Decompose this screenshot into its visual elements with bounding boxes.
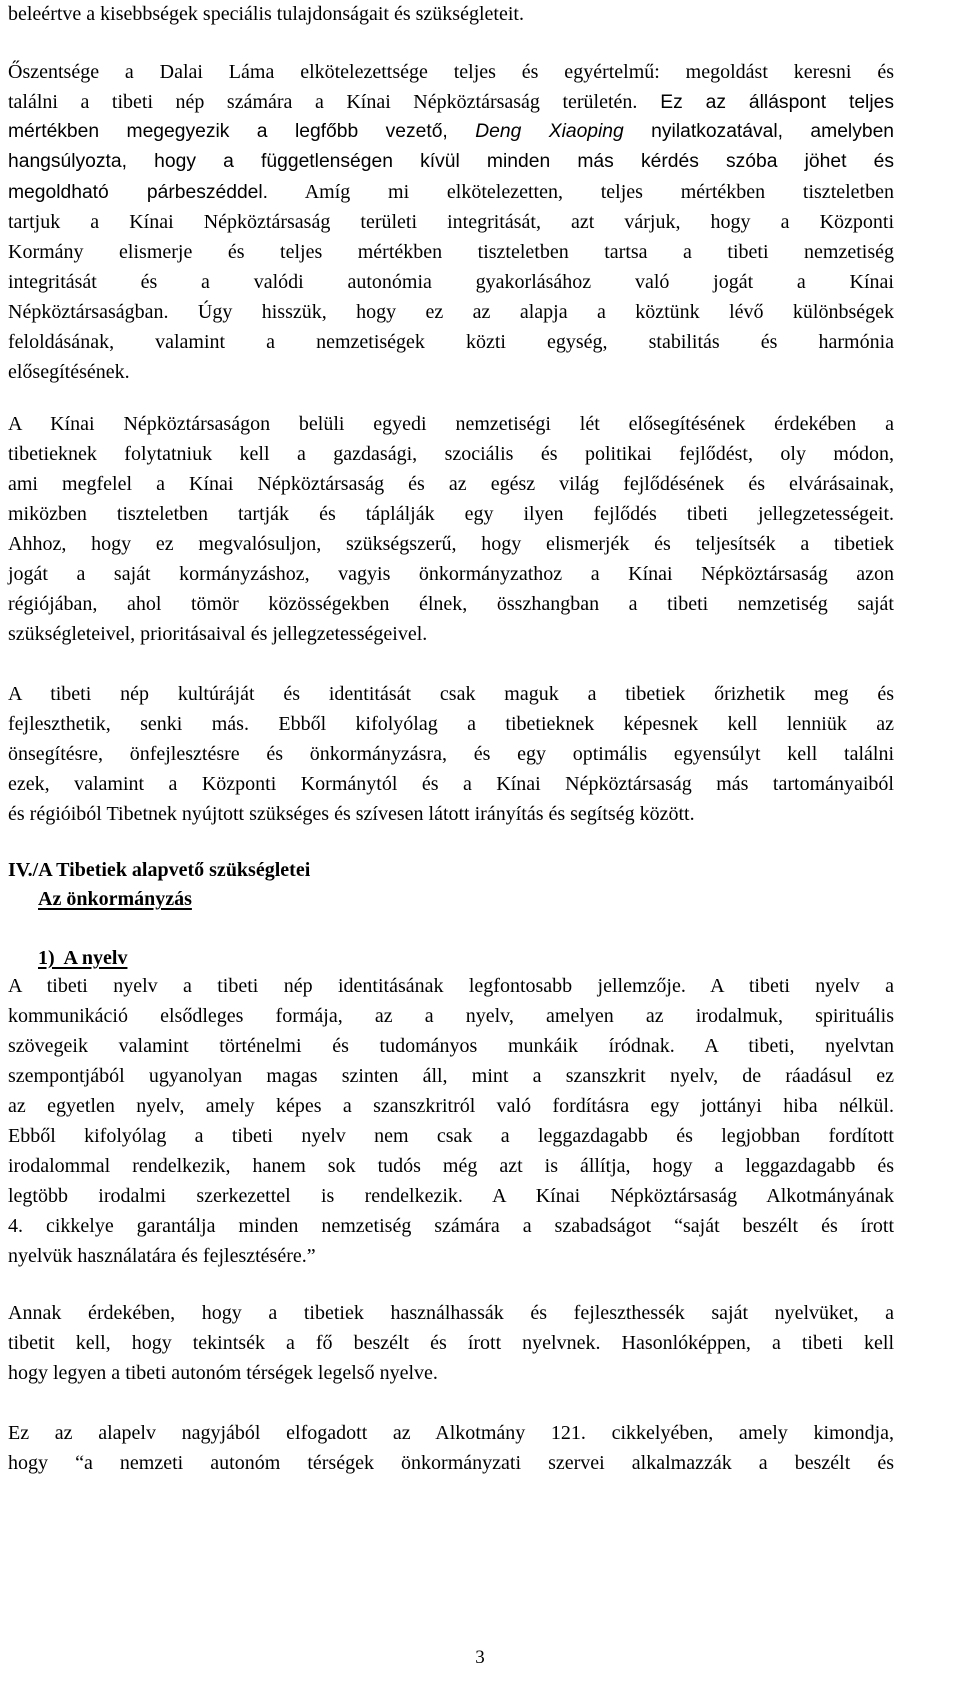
text-line: szükségleteivel, prioritásaival és jellegzetességeivel. (8, 623, 428, 645)
text-line: beleértve a kisebbségek speciális tulajdonságait és szükségleteit. (8, 3, 524, 25)
text-run: találni a tibeti nép számára a Kínai Népköztársaság területén. (8, 91, 638, 113)
text-line: szövegeik valamint történelmi és tudományos munkáik íródnak. A tibeti, nyelvtan (8, 1035, 894, 1057)
text-line: kommunikáció elsődleges formája, az a nyelv, amelyen az irodalmuk, spirituális (8, 1005, 894, 1027)
text-line: 4. cikkelye garantálja minden nemzetiség számára a szabadságot “saját beszélt és írott (8, 1215, 894, 1237)
item-heading: 1) A nyelv (38, 947, 128, 969)
text-run: mértékben megegyezik a legfőbb vezető, (8, 121, 448, 142)
text-line: Őszentsége a Dalai Láma elkötelezettsége teljes és egyértelmű: megoldást keresni és (8, 61, 894, 83)
text-line: tibetieknek folytatniuk kell a gazdasági, szociális és politikai fejlődést, oly módon, (8, 443, 894, 465)
section-heading: IV./A Tibetiek alapvető szükségletei (8, 859, 311, 881)
text-line: nyelvük használatára és fejlesztésére.” (8, 1245, 316, 1267)
text-line: elősegítésének. (8, 361, 130, 383)
text-line: Ez az alapelv nagyjából elfogadott az Alkotmány 121. cikkelyében, amely kimondja, (8, 1422, 894, 1444)
text-line: hogy legyen a tibeti autonóm térségek legelső nyelve. (8, 1362, 438, 1384)
text-line: Ebből kifolyólag a tibeti nyelv nem csak a leggazdagabb és legjobban fordított (8, 1125, 894, 1147)
text-line: fejleszthetik, senki más. Ebből kifolyólag a tibetieknek képesnek kell lenniük az (8, 713, 894, 735)
text-run: Ez az álláspont teljes (637, 92, 894, 113)
text-line: irodalommal rendelkezik, hanem sok tudós még azt is állítja, hogy a leggazdagabb és (8, 1155, 894, 1177)
text-line: jogát a saját kormányzáshoz, vagyis önkormányzathoz a Kínai Népköztársaság azon (8, 563, 894, 585)
paragraph-constitution-article (8, 1418, 894, 1478)
text-line: A tibeti nép kultúráját és identitását csak maguk a tibetiek őrizhetik meg és (8, 683, 894, 705)
text-line: ezek, valamint a Központi Kormánytól és a Kínai Népköztársaság más tartományaiból (8, 773, 894, 795)
text-line: A tibeti nyelv a tibeti nép identitásának legfontosabb jellemzője. A tibeti nyelv a (8, 975, 894, 997)
text-line: Ahhoz, hogy ez megvalósuljon, szükségszerű, hogy elismerjék és teljesítsék a tibetiek (8, 533, 894, 555)
text-line: az egyetlen nyelv, amely képes a szanszkritról való fordításra egy jottányi hiba nélkül. (8, 1095, 894, 1117)
text-line: szempontjából ugyanolyan magas szinten áll, mint a szanszkrit nyelv, de ráadásul ez (8, 1065, 894, 1087)
page-number: 3 (475, 1647, 485, 1668)
paragraph-language-use (8, 1298, 894, 1388)
text-line: önsegítésre, önfejlesztésre és önkormányzásra, és egy optimális egyensúlyt kell találni (8, 743, 894, 765)
text-run: Amíg mi elkötelezetten, teljes mértékben tiszteletben (268, 181, 894, 203)
text-line (8, 297, 894, 327)
text-line: hangsúlyozta, hogy a függetlenségen kívül minden más kérdés szóba jöhet és (8, 151, 894, 172)
paragraph-dalai-lama-commitment (8, 57, 894, 387)
text-line: Kormány elismerje és teljes mértékben tiszteletben tartsa a tibeti nemzetiség (8, 241, 894, 263)
text-run: Úgy hisszük, hogy ez az alapja a köztünk lévő különbségek (168, 301, 894, 323)
text-line (8, 87, 894, 117)
text-line: és régióiból Tibetnek nyújtott szükséges és szívesen látott irányítás és segítség között. (8, 803, 695, 825)
paragraph-tibetan-language (8, 971, 894, 1271)
text-line (8, 117, 894, 147)
text-line: miközben tiszteletben tartják és táplálják egy ilyen fejlődés tibeti jellegzetességeit. (8, 503, 894, 525)
name-deng-xiaoping: Deng Xiaoping (475, 121, 624, 142)
paragraph-culture-identity (8, 679, 894, 829)
text-line (8, 177, 894, 207)
text-line: tartjuk a Kínai Népköztársaság területi integritását, azt várjuk, hogy a Központi (8, 211, 894, 233)
text-line: tibetit kell, hogy tekintsék a fő beszélt és írott nyelvnek. Hasonlóképpen, a tibeti kell (8, 1332, 894, 1354)
text-line: hogy “a nemzeti autonóm térségek önkormányzati szervei alkalmazzák a beszélt és (8, 1452, 894, 1474)
text-line: A Kínai Népköztársaságon belüli egyedi nemzetiségi lét elősegítésének érdekében a (8, 413, 894, 435)
text-line: ami megfelel a Kínai Népköztársaság és az egész világ fejlődésének és elvárásainak, (8, 473, 894, 495)
paragraph-development (8, 409, 894, 649)
text-line: régiójában, ahol tömör közösségekben élnek, összhangban a tibeti nemzetiség saját (8, 593, 894, 615)
text-run: nyilatkozatával, amelyben (623, 121, 895, 142)
paragraph-intro-fragment (8, 0, 894, 29)
text-line: Annak érdekében, hogy a tibetiek használhassák és fejleszthessék saját nyelvüket, a (8, 1302, 894, 1324)
text-line: legtöbb irodalmi szerkezettel is rendelkezik. A Kínai Népköztársaság Alkotmányának (8, 1185, 894, 1207)
text-line: integritását és a valódi autonómia gyakorlásához való jogát a Kínai (8, 271, 894, 293)
text-run: Népköztársaságban. (8, 301, 169, 323)
text-line: feloldásának, valamint a nemzetiségek közti egység, stabilitás és harmónia (8, 331, 894, 353)
text-run: megoldható párbeszéddel. (8, 182, 269, 203)
subsection-heading: Az önkormányzás (38, 888, 192, 910)
